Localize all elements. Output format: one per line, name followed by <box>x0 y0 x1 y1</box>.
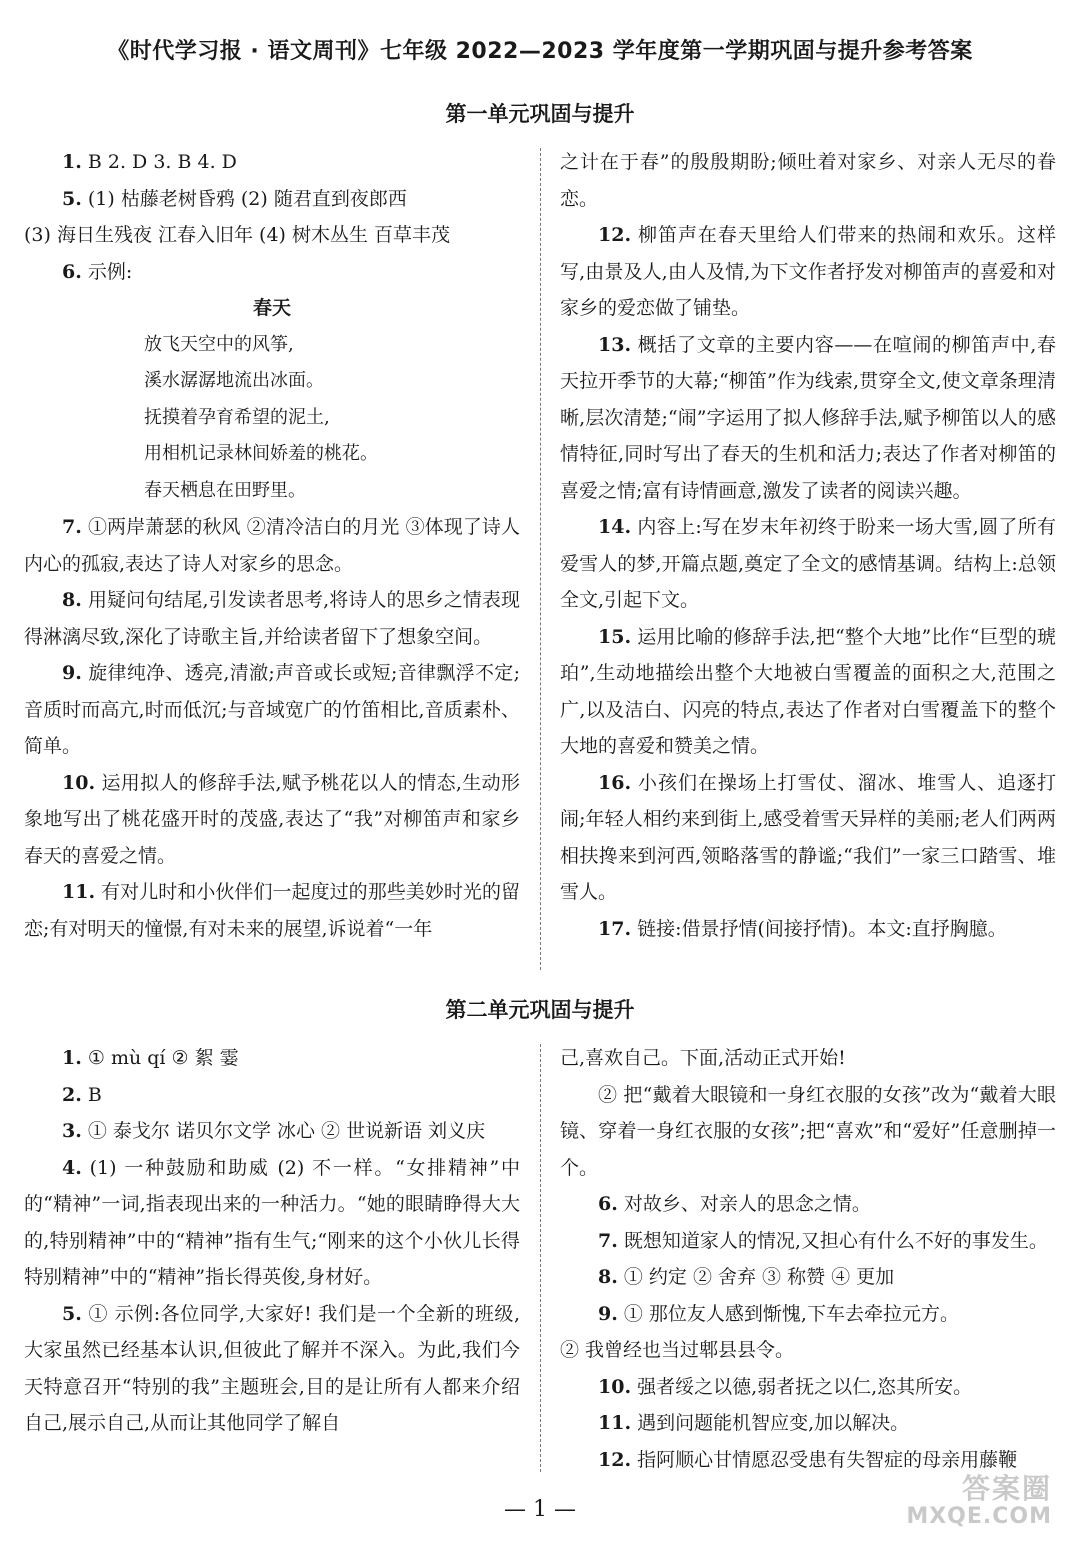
answer-number: 3. <box>62 1120 82 1142</box>
answer-text: ① 那位友人感到惭愧,下车去牵拉元方。 <box>617 1302 959 1325</box>
answer-5-part2: ② 把“戴着大眼镜和一身红衣服的女孩”改为“戴着大眼镜、穿着一身红衣服的女孩”;把“喜欢”和“爱好”任意删掉一个。 <box>560 1083 1056 1179</box>
answer-8 <box>560 1259 1056 1296</box>
poem-line: 溪水潺潺地流出冰面。 <box>144 370 324 391</box>
poem-line: 放飞天空中的风筝, <box>144 333 294 355</box>
answer-9 <box>24 655 520 765</box>
answer-number: 12. <box>598 1448 632 1471</box>
watermark-logo <box>882 1474 1052 1532</box>
answer-number: 10. <box>598 1375 632 1398</box>
answer-number: 11. <box>62 881 96 903</box>
answer-number: 11. <box>598 1412 632 1434</box>
answer-number: 8. <box>598 1266 618 1288</box>
page-number: — 1 — <box>504 1497 576 1522</box>
answer-13 <box>560 327 1056 510</box>
answer-text: 小孩们在操场上打雪仗、溜冰、堆雪人、追逐打闹;年轻人相约来到街上,感受着雪天异样的美丽;老人们两两相扶搀来到河西,领略落雪的静谧;“我们”一家三口踏雪、堆雪人。 <box>560 771 1056 903</box>
answer-number: 5. <box>62 1302 82 1325</box>
answer-text: (1) 一种鼓励和助威 (2) 不一样。“女排精神”中的“精神”一词,指表现出来的一种活力。“她的眼睛睁得大大的,特别精神”中的“精神”指有生气;“刚来的这个小伙儿长得特别精神”中的“精神”指长得英俊,身材好。 <box>24 1156 520 1288</box>
answer-10 <box>24 765 520 875</box>
poem-line: 抚摸着孕育希望的泥土, <box>144 406 330 428</box>
answer-17 <box>560 911 1056 948</box>
answer-11 <box>24 874 520 947</box>
answer-number: 1. <box>62 151 82 173</box>
answer-text: B 2. D 3. B 4. D <box>81 151 237 173</box>
document-title: 《时代学习报 · 语文周刊》七年级 2022—2023 学年度第一学期巩固与提升参考答案 <box>107 39 973 64</box>
answer-6 <box>560 1186 1056 1223</box>
answer-text: B <box>81 1083 102 1106</box>
answer-text: 示例: <box>81 260 133 283</box>
answer-text: 柳笛声在春天里给人们带来的热闹和欢乐。这样写,由景及人,由人及情,为下文作者抒发对柳笛声的喜爱和对家乡的爱恋做了铺垫。 <box>560 224 1056 319</box>
answer-7 <box>560 1223 1056 1260</box>
answer-5 <box>24 181 520 218</box>
answer-number: 17. <box>598 917 632 940</box>
column-divider <box>540 148 541 970</box>
answer-4 <box>24 1150 520 1296</box>
unit1-title: 第一单元巩固与提升 <box>445 102 635 126</box>
answer-number: 6. <box>598 1193 618 1215</box>
poem-line: 春天栖息在田野里。 <box>144 479 306 501</box>
answer-9 <box>560 1296 1056 1333</box>
unit1-left-column <box>24 144 520 947</box>
answer-number: 5. <box>62 187 82 210</box>
answer-14 <box>560 509 1056 619</box>
answer-text: 运用拟人的修辞手法,赋予桃花以人的情态,生动形象地写出了桃花盛开时的茂盛,表达了“我”对柳笛声和家乡春天的喜爱之情。 <box>24 771 520 867</box>
answer-11 <box>560 1405 1056 1442</box>
answer-text: ① 约定 ② 舍弃 ③ 称赞 ④ 更加 <box>617 1266 895 1288</box>
unit2-title: 第二单元巩固与提升 <box>445 998 635 1022</box>
watermark-url: MXQE.COM <box>906 1504 1052 1529</box>
answer-7 <box>24 509 520 582</box>
answer-text: 有对儿时和小伙伴们一起度过的那些美妙时光的留恋;有对明天的憧憬,有对未来的展望,诉说着“一年 <box>24 881 520 940</box>
answer-text: 指阿顺心甘情愿忍受患有失智症的母亲用藤鞭 <box>631 1448 1018 1471</box>
answer-5-continued: 己,喜欢自己。下面,活动正式开始! <box>560 1047 846 1069</box>
answer-number: 7. <box>598 1229 618 1252</box>
answer-number: 16. <box>598 771 632 794</box>
answer-text: ① 泰戈尔 诺贝尔文学 冰心 ② 世说新语 刘义庆 <box>81 1120 486 1142</box>
answer-number: 13. <box>598 333 632 356</box>
answer-number: 2. <box>62 1083 82 1106</box>
answer-text: 用疑问句结尾,引发读者思考,将诗人的思乡之情表现得淋漓尽致,深化了诗歌主旨,并给读者留下了想象空间。 <box>24 589 520 648</box>
unit2-left-column <box>24 1040 520 1442</box>
answer-number: 14. <box>598 516 632 538</box>
answer-10 <box>560 1369 1056 1406</box>
answer-text: (1) 枯藤老树昏鸦 (2) 随君直到夜郎西 <box>81 187 407 210</box>
answer-text: 强者绥之以德,弱者抚之以仁,恣其所安。 <box>631 1375 973 1398</box>
answer-8 <box>24 582 520 655</box>
answer-number: 12. <box>598 224 632 246</box>
answer-number: 10. <box>62 771 96 794</box>
answer-9-continued: ② 我曾经也当过郫县县令。 <box>560 1339 795 1361</box>
answer-2 <box>24 1077 520 1114</box>
answer-text: 旋律纯净、透亮,清澈;声音或长或短;音律飘浮不定;音质时而高亢,时而低沉;与音域宽广的竹笛相比,音质素朴、简单。 <box>24 662 520 757</box>
answer-number: 7. <box>62 516 82 538</box>
answer-number: 1. <box>62 1047 82 1069</box>
answer-number: 8. <box>62 589 82 611</box>
answer-6 <box>24 254 520 291</box>
answer-text: 遇到问题能机智应变,加以解决。 <box>631 1412 910 1434</box>
answer-text: 既想知道家人的情况,又担心有什么不好的事发生。 <box>617 1229 1048 1252</box>
answer-1 <box>24 1040 520 1077</box>
answer-11-continued: 之计在于春”的殷殷期盼;倾吐着对家乡、对亲人无尽的眷恋。 <box>560 151 1056 210</box>
answer-number: 15. <box>598 625 632 648</box>
answer-16 <box>560 765 1056 911</box>
column-divider <box>540 1044 541 1472</box>
answer-text: ① mù qí ② 絮 霎 <box>81 1047 239 1069</box>
answer-number: 6. <box>62 260 82 283</box>
answer-12 <box>560 217 1056 327</box>
unit2-right-column <box>560 1040 1056 1478</box>
answer-text: ①两岸萧瑟的秋风 ②清冷洁白的月光 ③体现了诗人内心的孤寂,表达了诗人对家乡的思念。 <box>24 516 520 575</box>
answer-text: ① 示例:各位同学,大家好! 我们是一个全新的班级,大家虽然已经基本认识,但彼此了解并不深入。为此,我们今天特意召开“特别的我”主题班会,目的是让所有人都来介绍自己,展示自己,从而让其他同学了解自 <box>24 1302 520 1434</box>
watermark-text: 答案圈 <box>961 1472 1052 1505</box>
answer-5-continued: (3) 海日生残夜 江春入旧年 (4) 树木丛生 百草丰茂 <box>24 224 451 246</box>
answer-5 <box>24 1296 520 1442</box>
answer-text: 概括了文章的主要内容——在喧闹的柳笛声中,春天拉开季节的大幕;“柳笛”作为线索,贯穿全文,使文章条理清晰,层次清楚;“闹”字运用了拟人修辞手法,赋予柳笛以人的感情特征,同时写出了春天的生机和活力;表达了作者对柳笛的喜爱之情;富有诗情画意,激发了读者的阅读兴趣。 <box>560 333 1056 502</box>
unit1-right-column <box>560 144 1056 947</box>
answer-number: 9. <box>598 1302 618 1325</box>
answer-text: 运用比喻的修辞手法,把“整个大地”比作“巨型的琥珀”,生动地描绘出整个大地被白雪覆盖的面积之大,范围之广,以及洁白、闪亮的特点,表达了作者对白雪覆盖下的整个大地的喜爱和赞美之情。 <box>560 625 1056 757</box>
answer-text: 链接:借景抒情(间接抒情)。本文:直抒胸臆。 <box>631 917 1007 940</box>
poem-title: 春天 <box>252 297 291 319</box>
answer-15 <box>560 619 1056 765</box>
answer-text: 对故乡、对亲人的思念之情。 <box>617 1193 871 1215</box>
answer-3 <box>24 1113 520 1150</box>
answer-number: 4. <box>62 1156 82 1179</box>
answer-number: 9. <box>62 662 82 684</box>
poem-line: 用相机记录林间娇羞的桃花。 <box>144 443 378 464</box>
answer-1-4 <box>24 144 520 181</box>
answer-text: 内容上:写在岁末年初终于盼来一场大雪,圆了所有爱雪人的梦,开篇点题,奠定了全文的感情基调。结构上:总领全文,引起下文。 <box>560 516 1056 611</box>
